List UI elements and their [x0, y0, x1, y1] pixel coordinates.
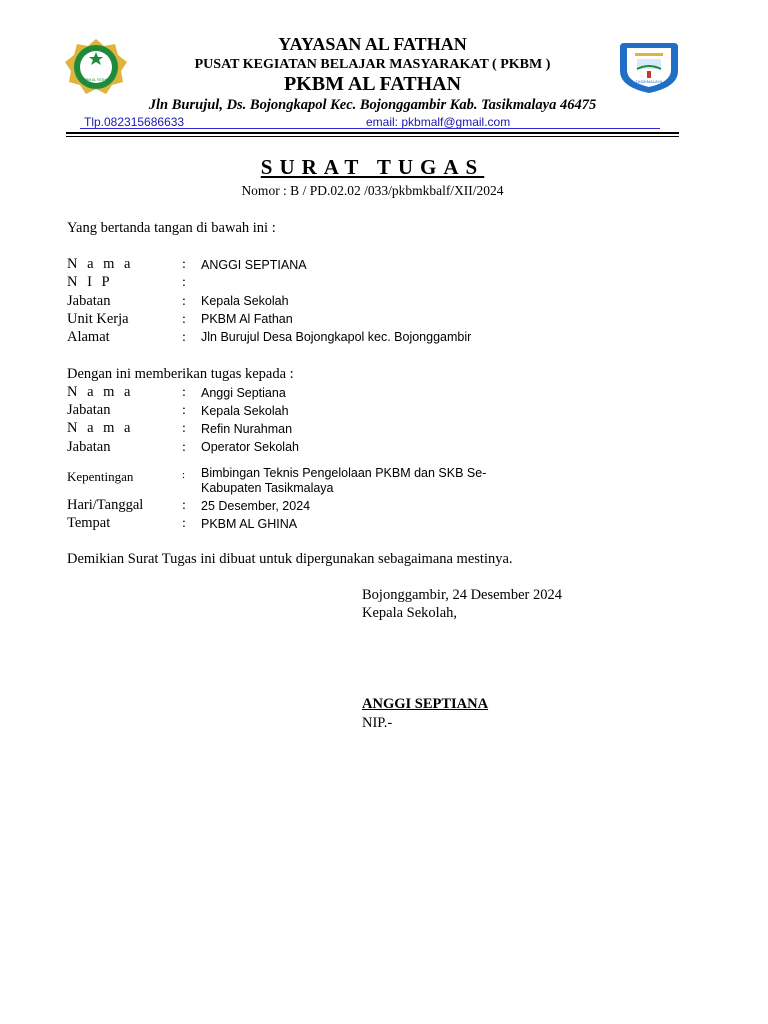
colon: :: [182, 312, 186, 327]
email-link[interactable]: email: pkbmalf@gmail.com: [366, 115, 511, 129]
assignee2-position-value: Operator Sekolah: [201, 440, 299, 454]
assignee1-position-value: Kepala Sekolah: [201, 404, 289, 418]
colon: :: [182, 440, 186, 455]
center-name: PUSAT KEGIATAN BELAJAR MASYARAKAT ( PKBM ): [194, 57, 551, 72]
signature-name: ANGGI SEPTIANA: [362, 696, 489, 712]
letterhead-rule-thin: [66, 136, 679, 137]
purpose-label: Kepentingan: [67, 469, 134, 484]
assignee2-name-value: Refin Nurahman: [201, 422, 293, 436]
colon: :: [182, 257, 186, 272]
document-title: SURAT TUGAS: [260, 155, 485, 179]
signer-address-value: Jln Burujul Desa Bojongkapol kec. Bojonggambir: [201, 330, 472, 344]
colon: :: [182, 516, 186, 531]
colon: :: [182, 469, 186, 481]
assignee2-name-label: N a m a: [67, 420, 134, 436]
logo-left-caption: PKBM AL FATHAN: [81, 78, 111, 82]
phone-link[interactable]: Tlp.082315686633: [84, 115, 185, 129]
signer-name-label: N a m a: [67, 256, 134, 272]
signer-position-value: Kepala Sekolah: [201, 294, 289, 308]
assign-intro-text: Dengan ini memberikan tugas kepada :: [67, 366, 294, 382]
colon: :: [182, 275, 186, 290]
closing-text: Demikian Surat Tugas ini dibuat untuk dipergunakan sebagaimana mestinya.: [67, 551, 513, 567]
letterhead-rule-thick: [66, 132, 679, 134]
assignee1-position-label: Jabatan: [67, 402, 111, 418]
intro-text: Yang bertanda tangan di bawah ini :: [67, 220, 276, 236]
signature-position: Kepala Sekolah,: [362, 605, 458, 621]
signer-unit-label: Unit Kerja: [67, 311, 129, 327]
colon: :: [182, 330, 186, 345]
colon: :: [182, 498, 186, 513]
signer-nip-label: N I P: [67, 274, 113, 290]
signer-address-label: Alamat: [67, 329, 110, 345]
assignee2-position-label: Jabatan: [67, 439, 111, 455]
colon: :: [182, 385, 186, 400]
logo-right-caption: TASIKMALAYA: [635, 79, 663, 84]
signer-unit-value: PKBM Al Fathan: [201, 312, 293, 326]
place-value: PKBM AL GHINA: [201, 517, 298, 531]
place-label: Tempat: [67, 515, 111, 531]
assignee1-name-value: Anggi Septiana: [201, 386, 286, 400]
signature-nip: NIP.-: [362, 715, 393, 731]
institution-name: PKBM AL FATHAN: [283, 73, 462, 95]
institution-address: Jln Burujul, Ds. Bojongkapol Kec. Bojonggambir Kab. Tasikmalaya 46475: [148, 97, 597, 113]
colon: :: [182, 403, 186, 418]
purpose-value-line1: Bimbingan Teknis Pengelolaan PKBM dan SKB Se-: [201, 466, 487, 480]
document-number: Nomor : B / PD.02.02 /033/pkbmkbalf/XII/2024: [241, 183, 504, 198]
signature-place-date: Bojonggambir, 24 Desember 2024: [362, 587, 562, 603]
date-label: Hari/Tanggal: [67, 497, 144, 513]
date-value: 25 Desember, 2024: [201, 499, 311, 513]
purpose-value-line2: Kabupaten Tasikmalaya: [201, 481, 334, 495]
colon: :: [182, 421, 186, 436]
foundation-name: YAYASAN AL FATHAN: [278, 34, 467, 54]
signer-name-value: ANGGI SEPTIANA: [201, 258, 307, 272]
assignee1-name-label: N a m a: [67, 384, 134, 400]
signer-position-label: Jabatan: [67, 293, 111, 309]
colon: :: [182, 294, 186, 309]
